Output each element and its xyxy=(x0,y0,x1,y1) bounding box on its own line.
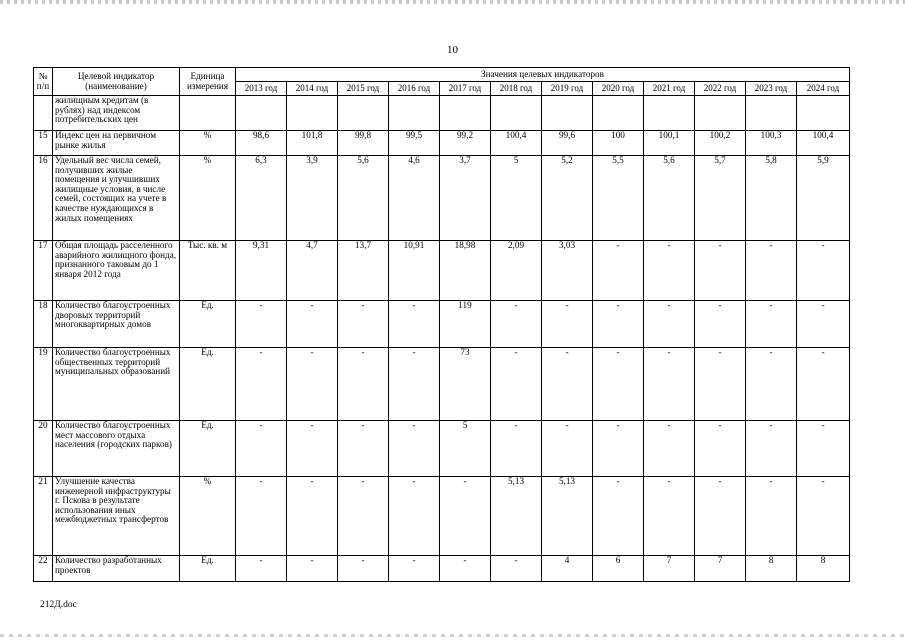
header-year: 2017 год xyxy=(440,82,491,96)
indicator-value: - xyxy=(695,477,746,556)
indicator-name: жилищным кредитам (в рублях) над индексом потребительских цен xyxy=(53,96,180,131)
indicator-value: 8 xyxy=(746,556,797,582)
row-number: 16 xyxy=(34,156,53,241)
indicator-value: 5,9 xyxy=(797,156,850,241)
page-number: 10 xyxy=(447,44,458,56)
indicator-value: - xyxy=(287,556,338,582)
indicator-value: - xyxy=(695,421,746,477)
header-num: № п/п xyxy=(34,68,53,96)
indicator-value: 99,8 xyxy=(338,131,389,156)
table-row xyxy=(34,301,850,348)
indicator-value: 119 xyxy=(440,301,491,348)
header-year: 2019 год xyxy=(542,82,593,96)
indicator-value: 99,2 xyxy=(440,131,491,156)
indicator-value: - xyxy=(542,348,593,421)
table-row xyxy=(34,96,850,131)
indicator-value: 3,03 xyxy=(542,241,593,301)
indicator-value: - xyxy=(389,348,440,421)
indicator-value: - xyxy=(593,421,644,477)
indicator-value: - xyxy=(593,348,644,421)
indicator-value: - xyxy=(695,301,746,348)
indicator-value: 73 xyxy=(440,348,491,421)
indicator-value: - xyxy=(746,477,797,556)
header-year: 2021 год xyxy=(644,82,695,96)
indicator-value: 100,3 xyxy=(746,131,797,156)
indicator-value: - xyxy=(797,421,850,477)
table-row xyxy=(34,131,850,156)
header-year: 2024 год xyxy=(797,82,850,96)
indicator-value: - xyxy=(287,301,338,348)
indicator-value: - xyxy=(491,421,542,477)
indicator-value: 5 xyxy=(440,421,491,477)
indicator-value: - xyxy=(440,477,491,556)
indicator-value: - xyxy=(797,348,850,421)
row-number: 19 xyxy=(34,348,53,421)
indicator-value: 5,7 xyxy=(695,156,746,241)
indicator-value: - xyxy=(593,477,644,556)
table-row xyxy=(34,156,850,241)
indicator-value: 13,7 xyxy=(338,241,389,301)
indicator-name: Количество благоустроенных общественных территорий муниципальных образований xyxy=(53,348,180,421)
indicator-name: Общая площадь расселенного аварийного жилищного фонда, признанного таковым до 1 января 2012 года xyxy=(53,241,180,301)
table-row xyxy=(34,421,850,477)
indicator-value: 100,2 xyxy=(695,131,746,156)
row-number: 20 xyxy=(34,421,53,477)
document-filename: 212Д.doc xyxy=(40,600,77,610)
table-body xyxy=(34,96,850,582)
indicator-value: - xyxy=(287,348,338,421)
indicator-value: - xyxy=(389,301,440,348)
indicator-name: Количество разработанных проектов xyxy=(53,556,180,582)
indicator-value: 5,6 xyxy=(338,156,389,241)
indicator-value: 101,8 xyxy=(287,131,338,156)
indicator-unit: Тыс. кв. м xyxy=(180,241,236,301)
indicator-value: 18,98 xyxy=(440,241,491,301)
indicator-value: - xyxy=(542,301,593,348)
indicator-value: - xyxy=(491,348,542,421)
indicator-value xyxy=(746,96,797,131)
header-year: 2023 год xyxy=(746,82,797,96)
indicator-value: 5,5 xyxy=(593,156,644,241)
row-number xyxy=(34,96,53,131)
indicator-value: - xyxy=(491,556,542,582)
header-year: 2013 год xyxy=(236,82,287,96)
header-year: 2018 год xyxy=(491,82,542,96)
indicator-value: 100,4 xyxy=(797,131,850,156)
indicator-value: - xyxy=(542,421,593,477)
indicator-unit: Ед. xyxy=(180,421,236,477)
indicator-value: - xyxy=(644,348,695,421)
header-year: 2015 год xyxy=(338,82,389,96)
indicator-value: 5,13 xyxy=(491,477,542,556)
indicator-value: 100 xyxy=(593,131,644,156)
indicator-value: - xyxy=(389,477,440,556)
header-unit: Единица измерения xyxy=(180,68,236,96)
indicator-unit: Ед. xyxy=(180,348,236,421)
indicator-value: 100,1 xyxy=(644,131,695,156)
indicator-value: 9,31 xyxy=(236,241,287,301)
header-values-group: Значения целевых индикаторов xyxy=(236,68,850,82)
indicator-value: - xyxy=(746,241,797,301)
indicator-value: - xyxy=(236,421,287,477)
indicator-value xyxy=(644,96,695,131)
indicator-value xyxy=(593,96,644,131)
indicator-value: - xyxy=(797,301,850,348)
indicator-value: - xyxy=(695,241,746,301)
indicator-name: Индекс цен на первичном рынке жилья xyxy=(53,131,180,156)
indicator-unit xyxy=(180,96,236,131)
table-row xyxy=(34,477,850,556)
indicator-value: - xyxy=(236,301,287,348)
indicator-unit: % xyxy=(180,156,236,241)
indicator-value: - xyxy=(389,421,440,477)
indicator-unit: Ед. xyxy=(180,556,236,582)
indicator-value xyxy=(389,96,440,131)
indicator-value: - xyxy=(491,301,542,348)
indicator-value: 5,6 xyxy=(644,156,695,241)
indicator-value: - xyxy=(797,241,850,301)
table-header-row xyxy=(34,68,850,82)
indicator-value: 5 xyxy=(491,156,542,241)
indicator-value xyxy=(236,96,287,131)
row-number: 18 xyxy=(34,301,53,348)
indicator-value: 4 xyxy=(542,556,593,582)
indicator-value: - xyxy=(644,421,695,477)
indicator-value: - xyxy=(287,421,338,477)
indicator-value: 100,4 xyxy=(491,131,542,156)
indicator-value: - xyxy=(695,348,746,421)
scan-edge-top xyxy=(0,0,905,4)
indicator-value xyxy=(542,96,593,131)
indicator-value: - xyxy=(746,421,797,477)
indicator-value: 98,6 xyxy=(236,131,287,156)
indicator-value: - xyxy=(593,241,644,301)
indicator-value: 99,6 xyxy=(542,131,593,156)
indicator-value: 2,09 xyxy=(491,241,542,301)
scan-edge-bottom xyxy=(0,634,905,637)
indicator-value: 7 xyxy=(695,556,746,582)
table-row xyxy=(34,241,850,301)
indicator-value: 4,7 xyxy=(287,241,338,301)
indicator-value: - xyxy=(338,348,389,421)
header-year: 2016 год xyxy=(389,82,440,96)
indicator-name: Количество благоустроенных дворовых территорий многоквартирных домов xyxy=(53,301,180,348)
row-number: 17 xyxy=(34,241,53,301)
indicator-unit: Ед. xyxy=(180,301,236,348)
indicators-table xyxy=(33,67,850,582)
indicator-unit: % xyxy=(180,477,236,556)
indicator-value: 5,2 xyxy=(542,156,593,241)
row-number: 21 xyxy=(34,477,53,556)
indicator-value xyxy=(491,96,542,131)
indicator-value: 8 xyxy=(797,556,850,582)
indicator-name: Улучшение качества инженерной инфраструктуры г. Пскова в результате использования иных межбюджетных трансфертов xyxy=(53,477,180,556)
indicator-value: 99,5 xyxy=(389,131,440,156)
header-year: 2020 год xyxy=(593,82,644,96)
indicator-value: - xyxy=(338,477,389,556)
indicator-value: 3,9 xyxy=(287,156,338,241)
indicator-unit: % xyxy=(180,131,236,156)
indicator-value xyxy=(440,96,491,131)
header-year: 2014 год xyxy=(287,82,338,96)
row-number: 15 xyxy=(34,131,53,156)
indicator-value: 5,13 xyxy=(542,477,593,556)
indicator-value xyxy=(695,96,746,131)
indicator-name: Количество благоустроенных мест массового отдыха населения (городских парков) xyxy=(53,421,180,477)
indicator-value: - xyxy=(440,556,491,582)
indicator-value: 6,3 xyxy=(236,156,287,241)
indicator-value xyxy=(797,96,850,131)
indicator-value: - xyxy=(287,477,338,556)
indicator-value: - xyxy=(746,301,797,348)
row-number: 22 xyxy=(34,556,53,582)
indicator-value: 10,91 xyxy=(389,241,440,301)
indicator-value: - xyxy=(644,241,695,301)
indicator-value: - xyxy=(236,348,287,421)
indicator-value: 3,7 xyxy=(440,156,491,241)
header-indicator-name: Целевой индикатор (наименование) xyxy=(53,68,180,96)
indicator-value: - xyxy=(593,301,644,348)
header-year: 2022 год xyxy=(695,82,746,96)
indicator-value: 7 xyxy=(644,556,695,582)
indicator-value: - xyxy=(797,477,850,556)
indicator-value: - xyxy=(236,556,287,582)
indicator-name: Удельный вес числа семей, получивших жилые помещения и улучшивших жилищные условия, в числе семей, состоящих на учете в качестве нуждающихся в жилых помещениях xyxy=(53,156,180,241)
indicator-value: 4,6 xyxy=(389,156,440,241)
indicator-value xyxy=(338,96,389,131)
indicator-value xyxy=(287,96,338,131)
table-row xyxy=(34,348,850,421)
indicator-value: - xyxy=(644,301,695,348)
indicator-value: - xyxy=(338,301,389,348)
indicator-value: 6 xyxy=(593,556,644,582)
indicator-value: - xyxy=(236,477,287,556)
indicator-value: - xyxy=(746,348,797,421)
indicator-value: - xyxy=(338,421,389,477)
indicator-value: - xyxy=(389,556,440,582)
indicator-value: 5,8 xyxy=(746,156,797,241)
indicator-value: - xyxy=(338,556,389,582)
indicator-value: - xyxy=(644,477,695,556)
table-row xyxy=(34,556,850,582)
